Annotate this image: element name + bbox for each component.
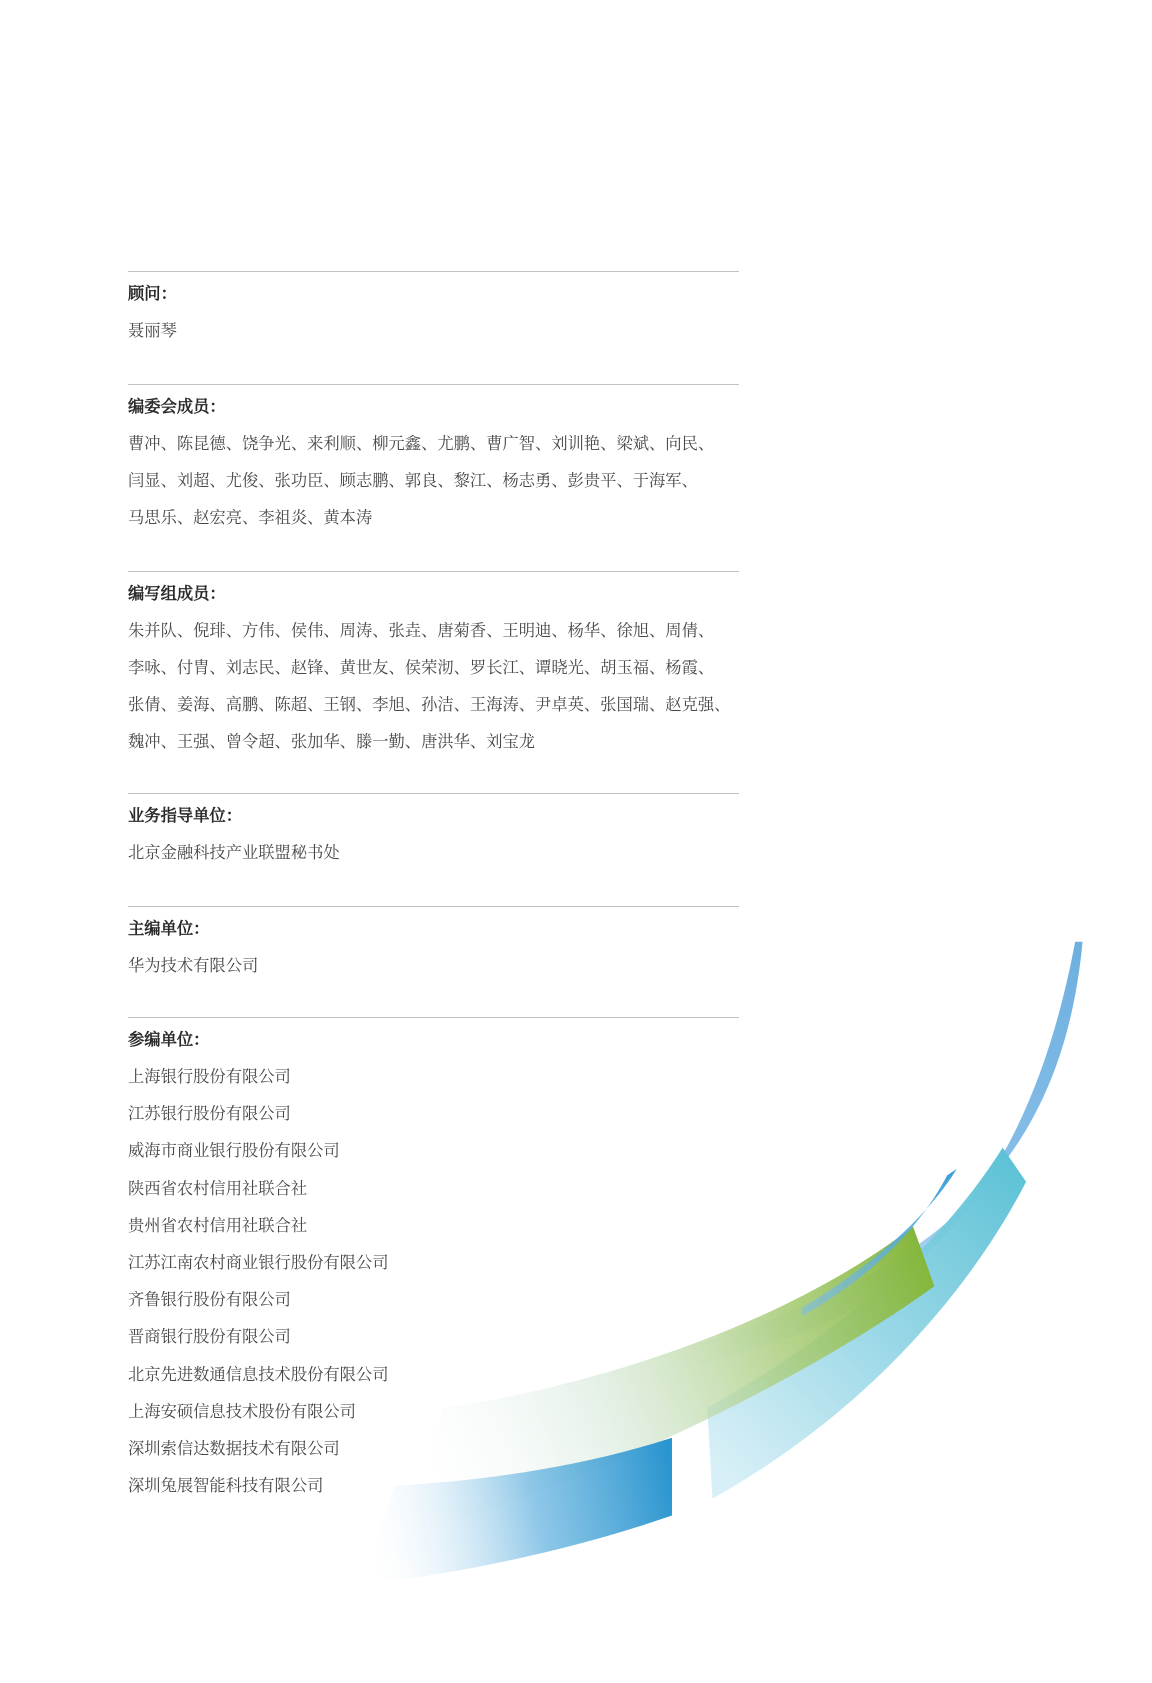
- contributing-unit-item: 上海银行股份有限公司: [128, 1068, 291, 1086]
- guidance-unit-name: 北京金融科技产业联盟秘书处: [128, 844, 340, 862]
- contributing-unit-item: 深圳索信达数据技术有限公司: [128, 1440, 340, 1459]
- section-divider: [128, 1017, 739, 1018]
- contributing-unit-item: 深圳兔展智能科技有限公司: [128, 1477, 324, 1496]
- contributing-unit-item: 江苏江南农村商业银行股份有限公司: [128, 1254, 389, 1273]
- section-divider: [128, 384, 739, 385]
- contributing-unit-item: 晋商银行股份有限公司: [128, 1328, 291, 1347]
- writing-group-members-line: 张倩、姜海、高鹏、陈超、王钢、李旭、孙洁、王海涛、尹卓英、张国瑞、赵克强、: [128, 696, 731, 714]
- writing-group-members-line: 李咏、付胄、刘志民、赵锋、黄世友、侯荣沏、罗长江、谭晓光、胡玉福、杨霞、: [128, 659, 715, 677]
- contributing-unit-item: 江苏银行股份有限公司: [128, 1105, 291, 1124]
- chief-editor-unit-section: [128, 906, 739, 985]
- writing-group-members-line: 魏冲、王强、曾令超、张加华、滕一勤、唐洪华、刘宝龙: [128, 733, 536, 751]
- editorial-board-members-line: 马思乐、赵宏亮、李祖炎、黄本涛: [128, 509, 373, 527]
- contributing-unit-item: 上海安硕信息技术股份有限公司: [128, 1402, 356, 1421]
- contributing-unit-item: 齐鲁银行股份有限公司: [128, 1291, 291, 1310]
- writing-group-heading: 编写组成员：: [128, 585, 226, 603]
- guidance-unit-heading: 业务指导单位：: [128, 807, 242, 825]
- editorial-board-members-line: 闫显、刘超、尤俊、张功臣、顾志鹏、郭良、黎江、杨志勇、彭贵平、于海军、: [128, 472, 698, 490]
- swoosh-teal-arc: [707, 1148, 1026, 1499]
- chief-editor-unit-heading: 主编单位：: [128, 920, 210, 938]
- contributing-units-section: [128, 1017, 739, 1505]
- swoosh-dark-blue-strip: [802, 1169, 957, 1316]
- section-divider: [128, 571, 739, 572]
- writing-group-section: [128, 571, 739, 761]
- advisor-section: [128, 271, 739, 350]
- advisor-name: 聂丽琴: [128, 322, 177, 340]
- guidance-unit-section: [128, 793, 739, 872]
- section-divider: [128, 906, 739, 907]
- contributing-unit-item: 北京先进数通信息技术股份有限公司: [128, 1365, 389, 1384]
- contributing-units-heading: 参编单位：: [128, 1031, 210, 1049]
- section-divider: [128, 271, 739, 272]
- writing-group-members-line: 朱并队、倪琲、方伟、侯伟、周涛、张垚、唐菊香、王明迪、杨华、徐旭、周倩、: [128, 622, 715, 640]
- advisor-heading: 顾问：: [128, 285, 177, 303]
- contributing-unit-item: 威海市商业银行股份有限公司: [128, 1142, 340, 1161]
- editorial-board-members-line: 曹冲、陈昆德、饶争光、来利顺、柳元鑫、尤鹏、曹广智、刘训艳、梁斌、向民、: [128, 435, 715, 453]
- editorial-board-heading: 编委会成员：: [128, 398, 226, 416]
- chief-editor-unit-name: 华为技术有限公司: [128, 957, 259, 975]
- editorial-board-section: [128, 384, 739, 537]
- section-divider: [128, 793, 739, 794]
- contributing-unit-item: 贵州省农村信用社联合社: [128, 1216, 308, 1235]
- contributing-unit-item: 陕西省农村信用社联合社: [128, 1179, 308, 1198]
